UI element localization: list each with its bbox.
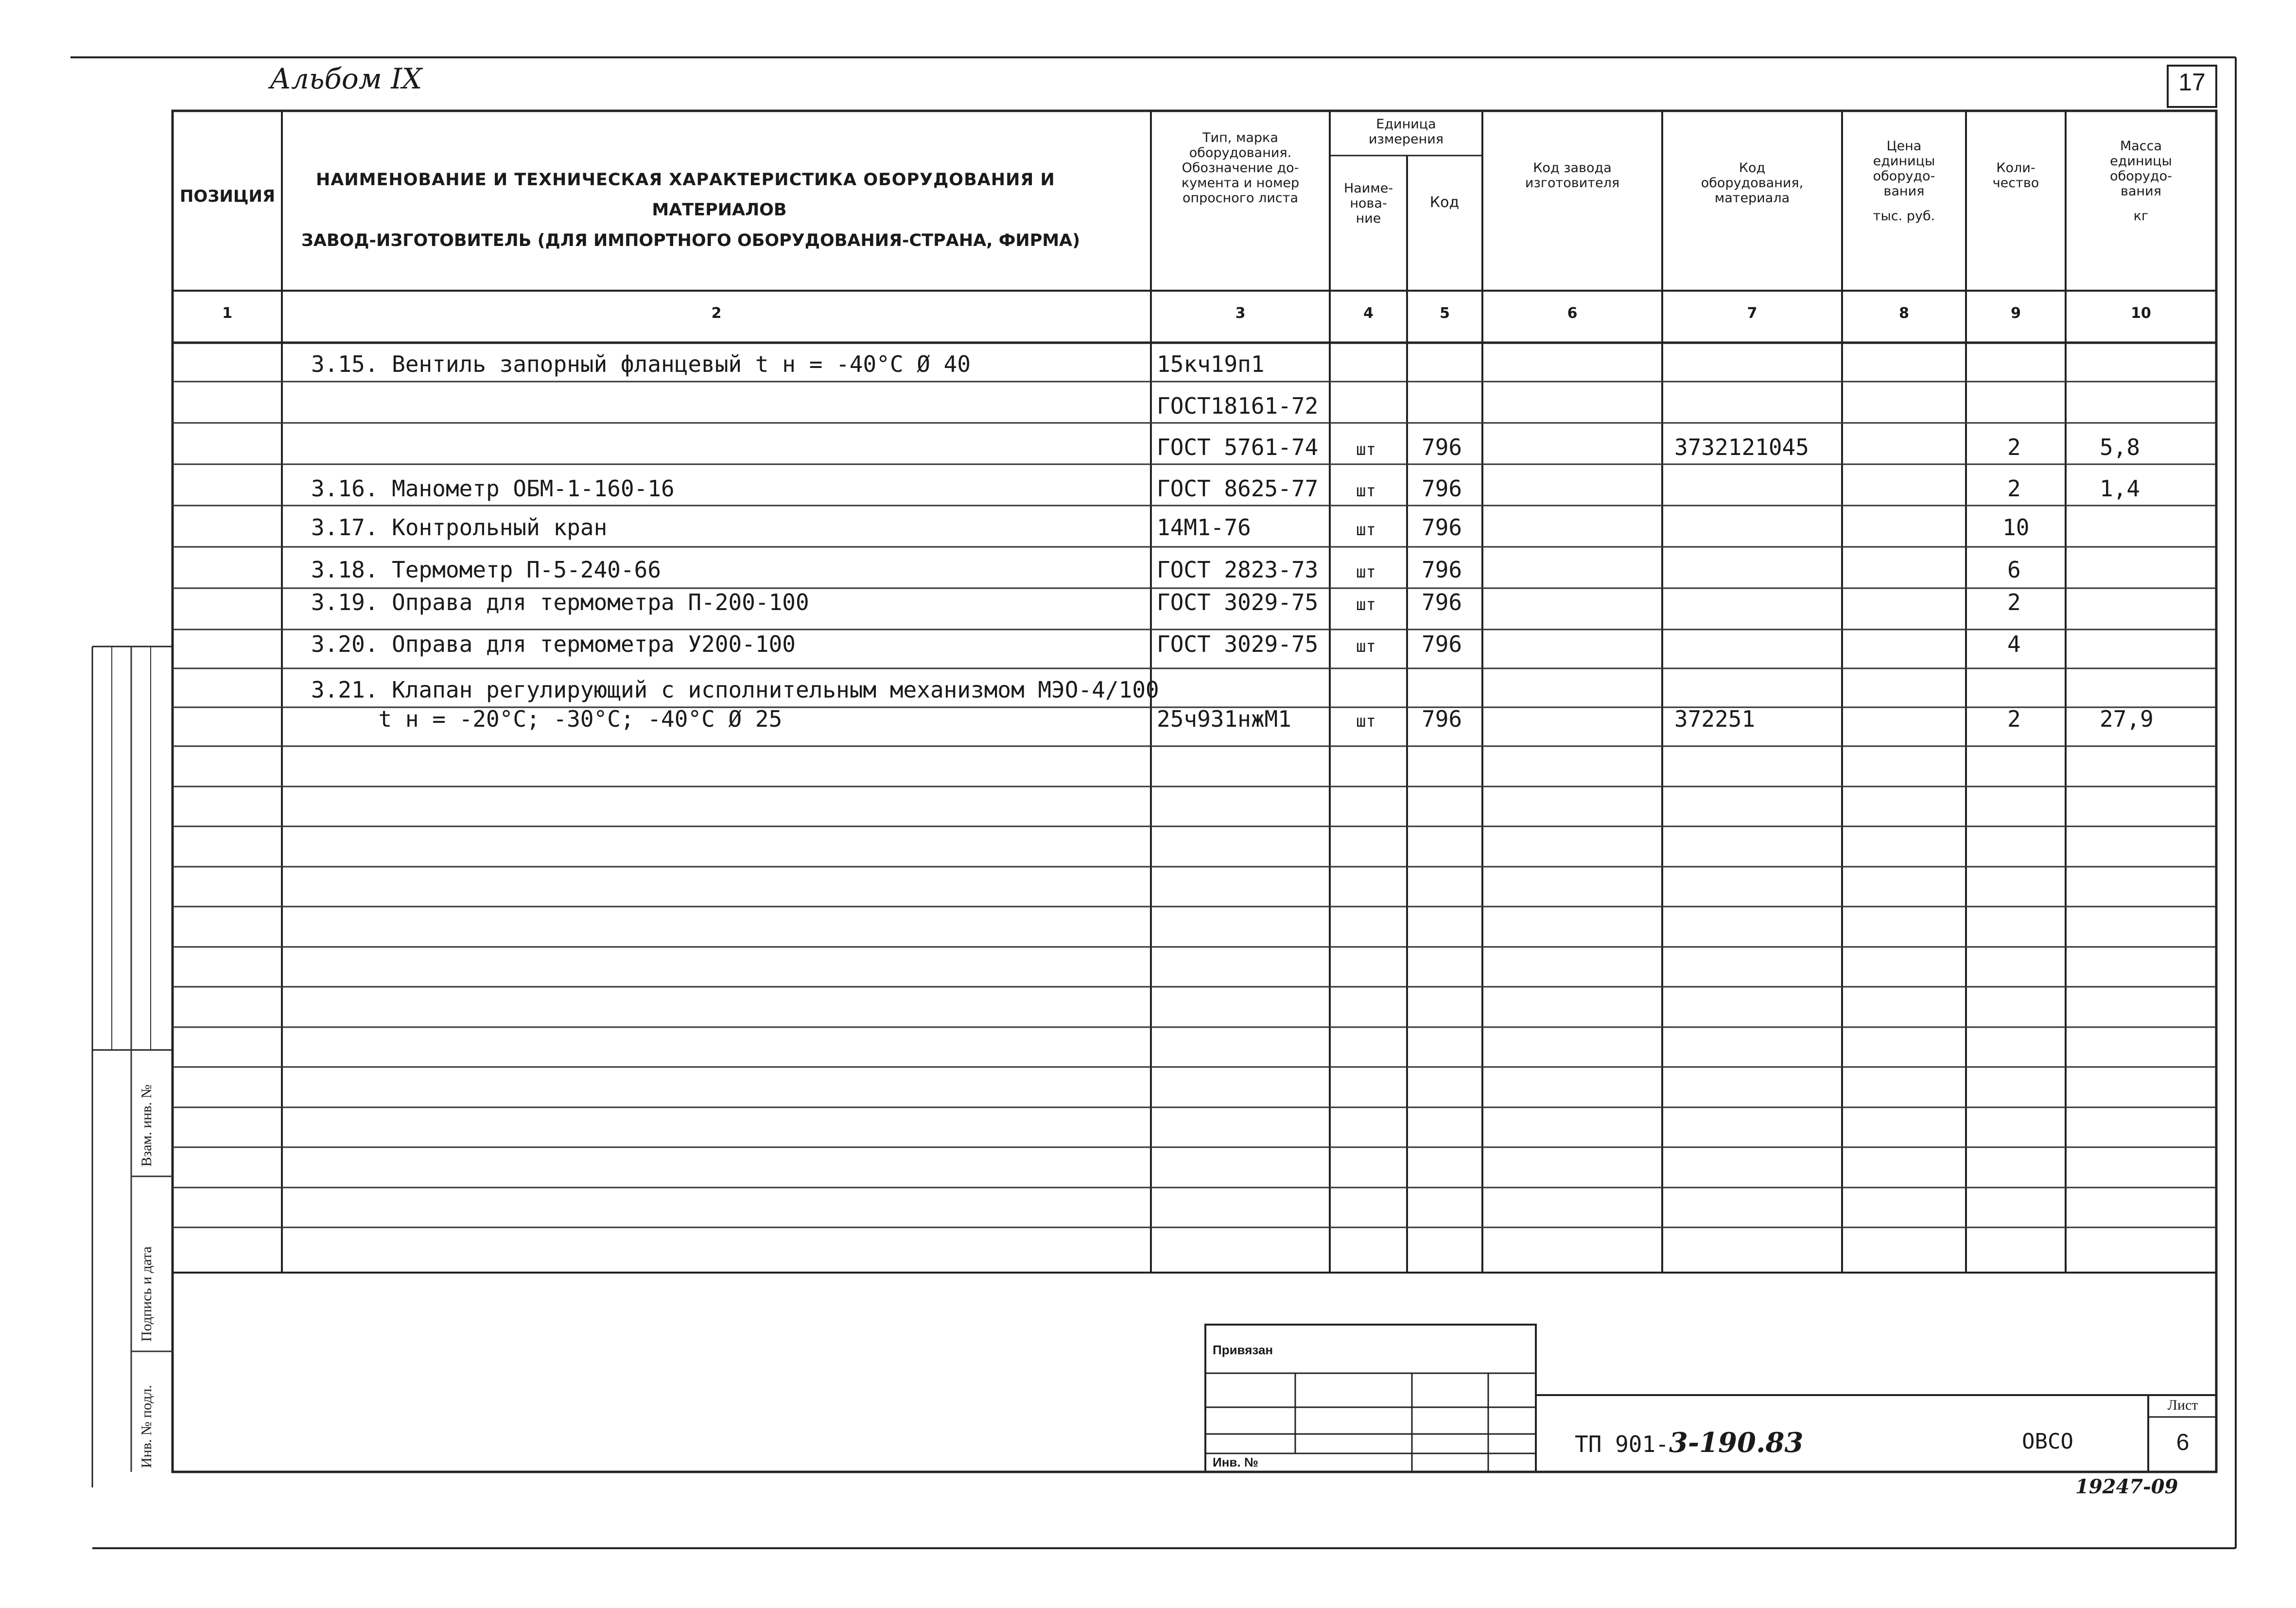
row-5-qty: 10 bbox=[2002, 514, 2030, 541]
row-5-unit: шт bbox=[1356, 520, 1376, 540]
row-1-type: 15кч19п1 bbox=[1157, 351, 1265, 377]
row-8-code: 796 bbox=[1422, 631, 1462, 657]
inv-label: Инв. № bbox=[1213, 1455, 1258, 1469]
header-price bbox=[1843, 139, 1965, 224]
header-mass-l5: кг bbox=[2133, 209, 2149, 224]
row-6-qty: 6 bbox=[2007, 557, 2021, 583]
sheet-label: Лист bbox=[2167, 1397, 2198, 1413]
header-unit-name-l2: нова- bbox=[1350, 196, 1387, 211]
row-7-name: 3.19. Оправа для термометра П-200-100 bbox=[311, 589, 809, 615]
row-3-code: 796 bbox=[1422, 434, 1462, 460]
col-number-4: 4 bbox=[1363, 305, 1374, 322]
row-3-type: ГОСТ 5761-74 bbox=[1157, 434, 1319, 460]
header-factory-code bbox=[1483, 160, 1661, 191]
section-code: ОВСО bbox=[2022, 1429, 2073, 1454]
header-unit-code: Код bbox=[1429, 194, 1460, 211]
archive-number: 19247-09 bbox=[2075, 1475, 2178, 1498]
header-unit-group-l2: измерения bbox=[1368, 132, 1444, 147]
header-equipment-code-l3: материала bbox=[1714, 191, 1790, 206]
row-4-qty: 2 bbox=[2007, 475, 2021, 502]
col-number-10: 10 bbox=[2131, 305, 2151, 322]
col-number-5: 5 bbox=[1440, 305, 1450, 322]
header-quantity bbox=[1967, 160, 2065, 191]
header-price-l1: Цена bbox=[1886, 139, 1922, 154]
row-10-type: 25ч931нжМ1 bbox=[1157, 706, 1291, 732]
col-number-7: 7 bbox=[1747, 305, 1757, 322]
header-type-l1: Тип, марка bbox=[1202, 130, 1278, 145]
row-4-unit: шт bbox=[1356, 481, 1376, 501]
header-unit-name-l3: ние bbox=[1356, 211, 1381, 227]
col-number-9: 9 bbox=[2011, 305, 2021, 322]
header-factory-code-l2: изготовителя bbox=[1525, 175, 1620, 191]
row-2-type: ГОСТ18161-72 bbox=[1157, 393, 1319, 419]
row-10-code: 796 bbox=[1422, 706, 1462, 732]
row-3-mass: 5,8 bbox=[2100, 434, 2140, 460]
row-1-name: 3.15. Вентиль запорный фланцевый t н = -40°С Ø 40 bbox=[311, 351, 971, 377]
header-type-l5: опросного листа bbox=[1182, 191, 1299, 206]
row-7-type: ГОСТ 3029-75 bbox=[1157, 589, 1319, 615]
stamp-replace-inv: Взам. инв. № bbox=[139, 1084, 155, 1167]
header-mass bbox=[2067, 139, 2215, 224]
row-10-mass: 27,9 bbox=[2100, 706, 2154, 732]
header-price-l3: оборудо- bbox=[1873, 169, 1935, 184]
header-equipment-code-l1: Код bbox=[1739, 160, 1766, 175]
col-number-8: 8 bbox=[1899, 305, 1909, 322]
album-label: Альбом IX bbox=[270, 62, 422, 95]
header-mass-l4: вания bbox=[2121, 184, 2161, 199]
row-5-code: 796 bbox=[1422, 514, 1462, 541]
row-10-eq-code: 372251 bbox=[1674, 706, 1756, 732]
header-equipment-code bbox=[1663, 160, 1841, 206]
col-number-6: 6 bbox=[1567, 305, 1578, 322]
header-factory-code-l1: Код завода bbox=[1533, 160, 1612, 175]
doc-code-prefix: ТП 901- bbox=[1575, 1431, 1669, 1457]
row-8-unit: шт bbox=[1356, 637, 1376, 656]
row-8-name: 3.20. Оправа для термометра У200-100 bbox=[311, 631, 796, 657]
row-3-qty: 2 bbox=[2007, 434, 2021, 460]
row-5-type: 14М1-76 bbox=[1157, 514, 1251, 541]
header-mass-l1: Масса bbox=[2120, 139, 2162, 154]
header-name-line3: ЗАВОД-ИЗГОТОВИТЕЛЬ (ДЛЯ ИМПОРТНОГО ОБОРУДОВАНИЯ-СТРАНА, ФИРМА) bbox=[301, 230, 1080, 250]
row-4-type: ГОСТ 8625-77 bbox=[1157, 475, 1319, 502]
doc-code-number: 3-190.83 bbox=[1669, 1427, 1804, 1459]
row-4-mass: 1,4 bbox=[2100, 475, 2140, 502]
col-number-1: 1 bbox=[222, 305, 232, 322]
header-position: ПОЗИЦИЯ bbox=[179, 187, 276, 206]
page-corner-number: 17 bbox=[2178, 69, 2206, 96]
row-6-type: ГОСТ 2823-73 bbox=[1157, 557, 1319, 583]
row-3-unit: шт bbox=[1356, 440, 1376, 459]
header-price-l5: тыс. руб. bbox=[1873, 209, 1935, 224]
row-4-code: 796 bbox=[1422, 475, 1462, 502]
row-8-qty: 4 bbox=[2007, 631, 2021, 657]
row-5-name: 3.17. Контрольный кран bbox=[311, 514, 608, 541]
row-7-qty: 2 bbox=[2007, 589, 2021, 615]
header-price-l4: вания bbox=[1883, 184, 1925, 199]
row-6-code: 796 bbox=[1422, 557, 1462, 583]
row-8-type: ГОСТ 3029-75 bbox=[1157, 631, 1319, 657]
row-10-qty: 2 bbox=[2007, 706, 2021, 732]
row-10-unit: шт bbox=[1356, 712, 1376, 731]
header-name-line1: НАИМЕНОВАНИЕ И ТЕХНИЧЕСКАЯ ХАРАКТЕРИСТИКА ОБОРУДОВАНИЯ И bbox=[316, 170, 1055, 190]
header-type-l4: кумента и номер bbox=[1181, 175, 1300, 191]
row-4-name: 3.16. Манометр ОБМ-1-160-16 bbox=[311, 475, 675, 502]
col-number-3: 3 bbox=[1235, 305, 1246, 322]
header-name-line2: МАТЕРИАЛОВ bbox=[652, 200, 787, 220]
header-name bbox=[301, 170, 1137, 250]
header-type bbox=[1152, 130, 1329, 206]
header-type-l3: Обозначение до- bbox=[1182, 160, 1299, 176]
col-number-2: 2 bbox=[711, 305, 722, 322]
row-3-eq-code: 3732121045 bbox=[1674, 434, 1809, 460]
sheet-number: 6 bbox=[2176, 1430, 2190, 1455]
header-unit-name-l1: Наиме- bbox=[1343, 181, 1393, 196]
doc-code bbox=[1575, 1427, 1803, 1459]
header-quantity-l1: Коли- bbox=[1996, 160, 2035, 175]
header-type-l2: оборудования. bbox=[1189, 145, 1292, 161]
row-6-unit: шт bbox=[1356, 562, 1376, 582]
header-unit-group bbox=[1331, 117, 1481, 147]
stamp-inv-no: Инв. № подл. bbox=[139, 1385, 155, 1468]
row-7-unit: шт bbox=[1356, 595, 1376, 614]
header-mass-l2: единицы bbox=[2110, 154, 2172, 169]
row-9-name: 3.21. Клапан регулирующий с исполнительным механизмом МЭО-4/100 bbox=[311, 677, 1159, 703]
header-unit-group-l1: Единица bbox=[1376, 117, 1436, 132]
row-7-code: 796 bbox=[1422, 589, 1462, 615]
header-price-l2: единицы bbox=[1873, 154, 1935, 169]
header-equipment-code-l2: оборудования, bbox=[1701, 175, 1804, 191]
stamp-signature-date: Подпись и дата bbox=[139, 1246, 155, 1342]
row-10-name: t н = -20°С; -30°С; -40°С Ø 25 bbox=[311, 706, 783, 732]
header-quantity-l2: чество bbox=[1992, 175, 2039, 191]
header-unit-name bbox=[1331, 181, 1406, 226]
header-mass-l3: оборудо- bbox=[2110, 169, 2172, 184]
binding-label: Привязан bbox=[1213, 1343, 1273, 1357]
row-6-name: 3.18. Термометр П-5-240-66 bbox=[311, 557, 661, 583]
